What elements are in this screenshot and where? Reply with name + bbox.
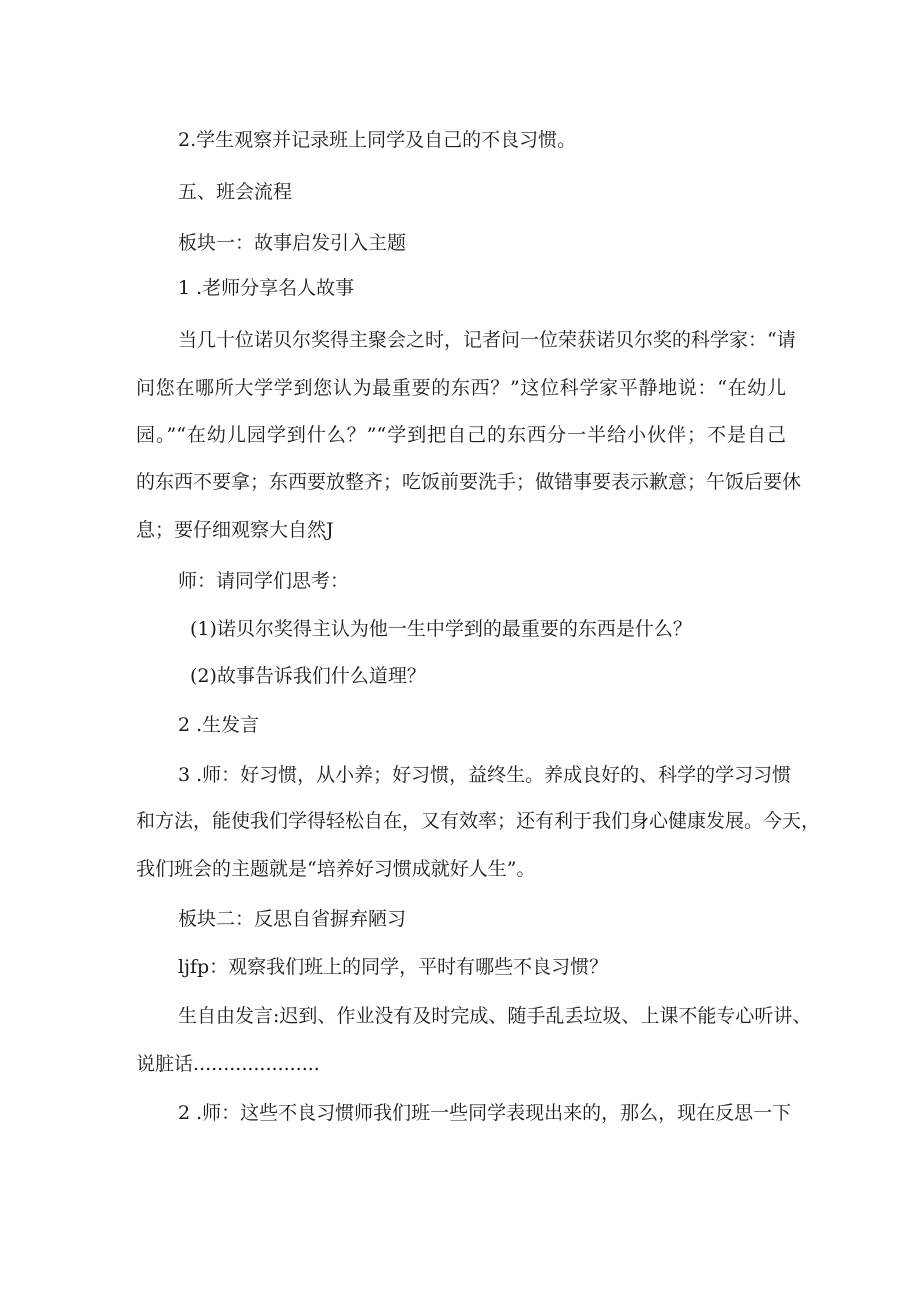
- question-1: (1)诺贝尔奖得主认为他一生中学到的最重要的东西是什么？: [190, 618, 692, 640]
- prep-item-2: 2.学生观察并记录班上同学及自己的不良习惯。: [178, 129, 577, 151]
- step-2-speech: 2 .生发言: [178, 714, 260, 736]
- story-paragraph-line: 当几十位诺贝尔奖得主聚会之时，记者问一位荣获诺贝尔奖的科学家：“请: [178, 329, 796, 351]
- step-1-story: 1 .老师分享名人故事: [178, 277, 355, 299]
- student-speech-line: 说脏话.....................: [136, 1053, 320, 1075]
- teacher-summary-line: 和方法，能使我们学得轻松自在，又有效率；还有利于我们身心健康发展。今天，: [136, 810, 821, 832]
- question-2: (2)故事告诉我们什么道理？: [190, 665, 426, 687]
- teacher-summary-line: 3 .师：好习惯，从小养；好习惯，益终生。养成良好的、科学的学习习惯: [178, 764, 792, 786]
- story-paragraph-line: 园。”“在幼儿园学到什么？”“学到把自己的东西分一半给小伙伴；不是自己: [136, 424, 786, 446]
- student-speech-line: 生自由发言:迟到、作业没有及时完成、随手乱丢垃圾、上课不能专心听讲、: [178, 1005, 812, 1027]
- teacher-prompt: 师：请同学们思考：: [178, 570, 350, 592]
- block-one-heading: 板块一：故事启发引入主题: [178, 232, 407, 254]
- teacher-summary-line: 我们班会的主题就是“培养好习惯成就好人生”。: [136, 858, 536, 880]
- block-two-heading: 板块二：反思自省摒弃陋习: [178, 908, 407, 930]
- observe-prompt: ljfp：观察我们班上的同学，平时有哪些不良习惯？: [178, 956, 609, 978]
- story-paragraph-line: 的东西不要拿；东西要放整齐；吃饭前要洗手；做错事要表示歉意；午饭后要休: [136, 471, 802, 493]
- teacher-reflect-line: 2 .师：这些不良习惯师我们班一些同学表现出来的，那么，现在反思一下: [178, 1102, 792, 1124]
- story-paragraph-line: 息；要仔细观察大自然J: [136, 519, 334, 541]
- story-paragraph-line: 问您在哪所大学学到您认为最重要的东西？”这位科学家平静地说：“在幼儿: [136, 377, 786, 399]
- section-heading-meeting-process: 五、班会流程: [178, 181, 293, 203]
